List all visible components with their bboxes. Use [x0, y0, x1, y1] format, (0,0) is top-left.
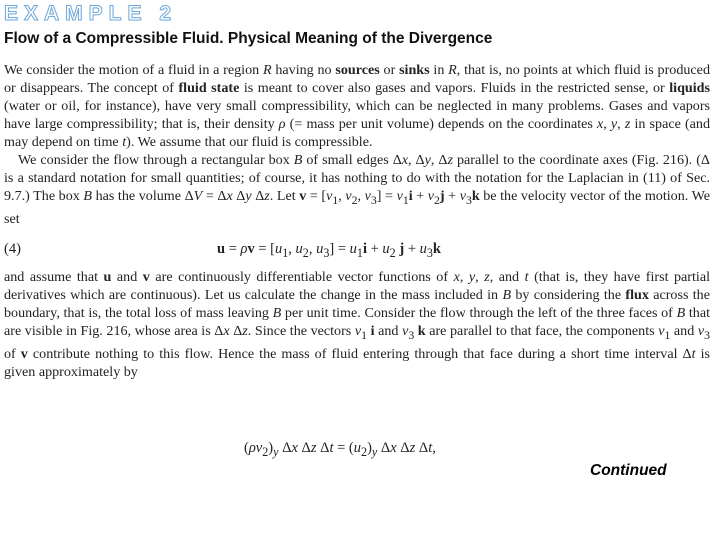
example-title-main: Flow of a Compressible Fluid. — [4, 30, 224, 47]
body-text — [4, 61, 710, 381]
continued-label: Continued — [590, 462, 667, 479]
equation-content: $u = \rho v = [u_1$, $u_2$, $u_3] = u_1i + u_2$ $j + u_3k$ — [217, 240, 441, 260]
example-title-sub: Physical Meaning of the Divergence — [227, 30, 493, 47]
equation-number: (4) — [4, 240, 21, 257]
paragraph-2: We consider the flow through a rectangular box B of small edges Δx, Δy, Δz parallel to the coordinate axes (Fig. 216). (Δ is a standard notation for small quantities; of course, it has nothing to do with the notation for the Laplacian in (11) of Sec. 9.7.) The box B has the volume ΔV = Δx Δy Δz. Let $v = [v_1$, $v_2$, $v_3] = v_1i + v_2j + v_3k$ be the velocity vector of the motion. We set — [4, 152, 711, 227]
paragraph-1: We consider the motion of a fluid in a region R having no sources or sinks in R, that is, no points at which fluid is produced or disappears. The concept of fluid state is meant to cover also gases and vapors. Fluids in the restricted sense, or liquids (water or oil, for instance), have very small compressibility, which can be neglected in many problems. Gases and vapors have large compressibility; that is, their density ρ (= mass per unit volume) depends on the coordinates x, y, z in space (and may depend on time t). We assume that our fluid is compressible. — [4, 62, 711, 150]
paragraph-3: and assume that u and v are continuously differentiable vector functions of x, y, z, and t (that is, they have first partial derivatives which are continuous). Let us calculate the change in the mass included in B by considering the flux across the boundary, that is, the total loss of mass leaving B per unit time. Consider the flow through the left of the three faces of B that are visible in Fig. 216, whose area is Δx Δz. Since the vectors $v_1$ i and $v_3$ k are parallel to that face, the components $v_1$ and $v_3$ of v contribute nothing to this flow. Hence the mass of fluid entering through that face during a short time interval Δt is given approximately by — [4, 268, 711, 380]
mass-flow-equation: $(\rho v_2)_y$ Δx Δz $\Delta t = (u_2)_y$ Δx Δz Δt, — [244, 440, 436, 459]
equation-4 — [4, 228, 710, 268]
example-title — [4, 30, 492, 48]
example-label: EXAMPLE 2 — [4, 2, 178, 25]
